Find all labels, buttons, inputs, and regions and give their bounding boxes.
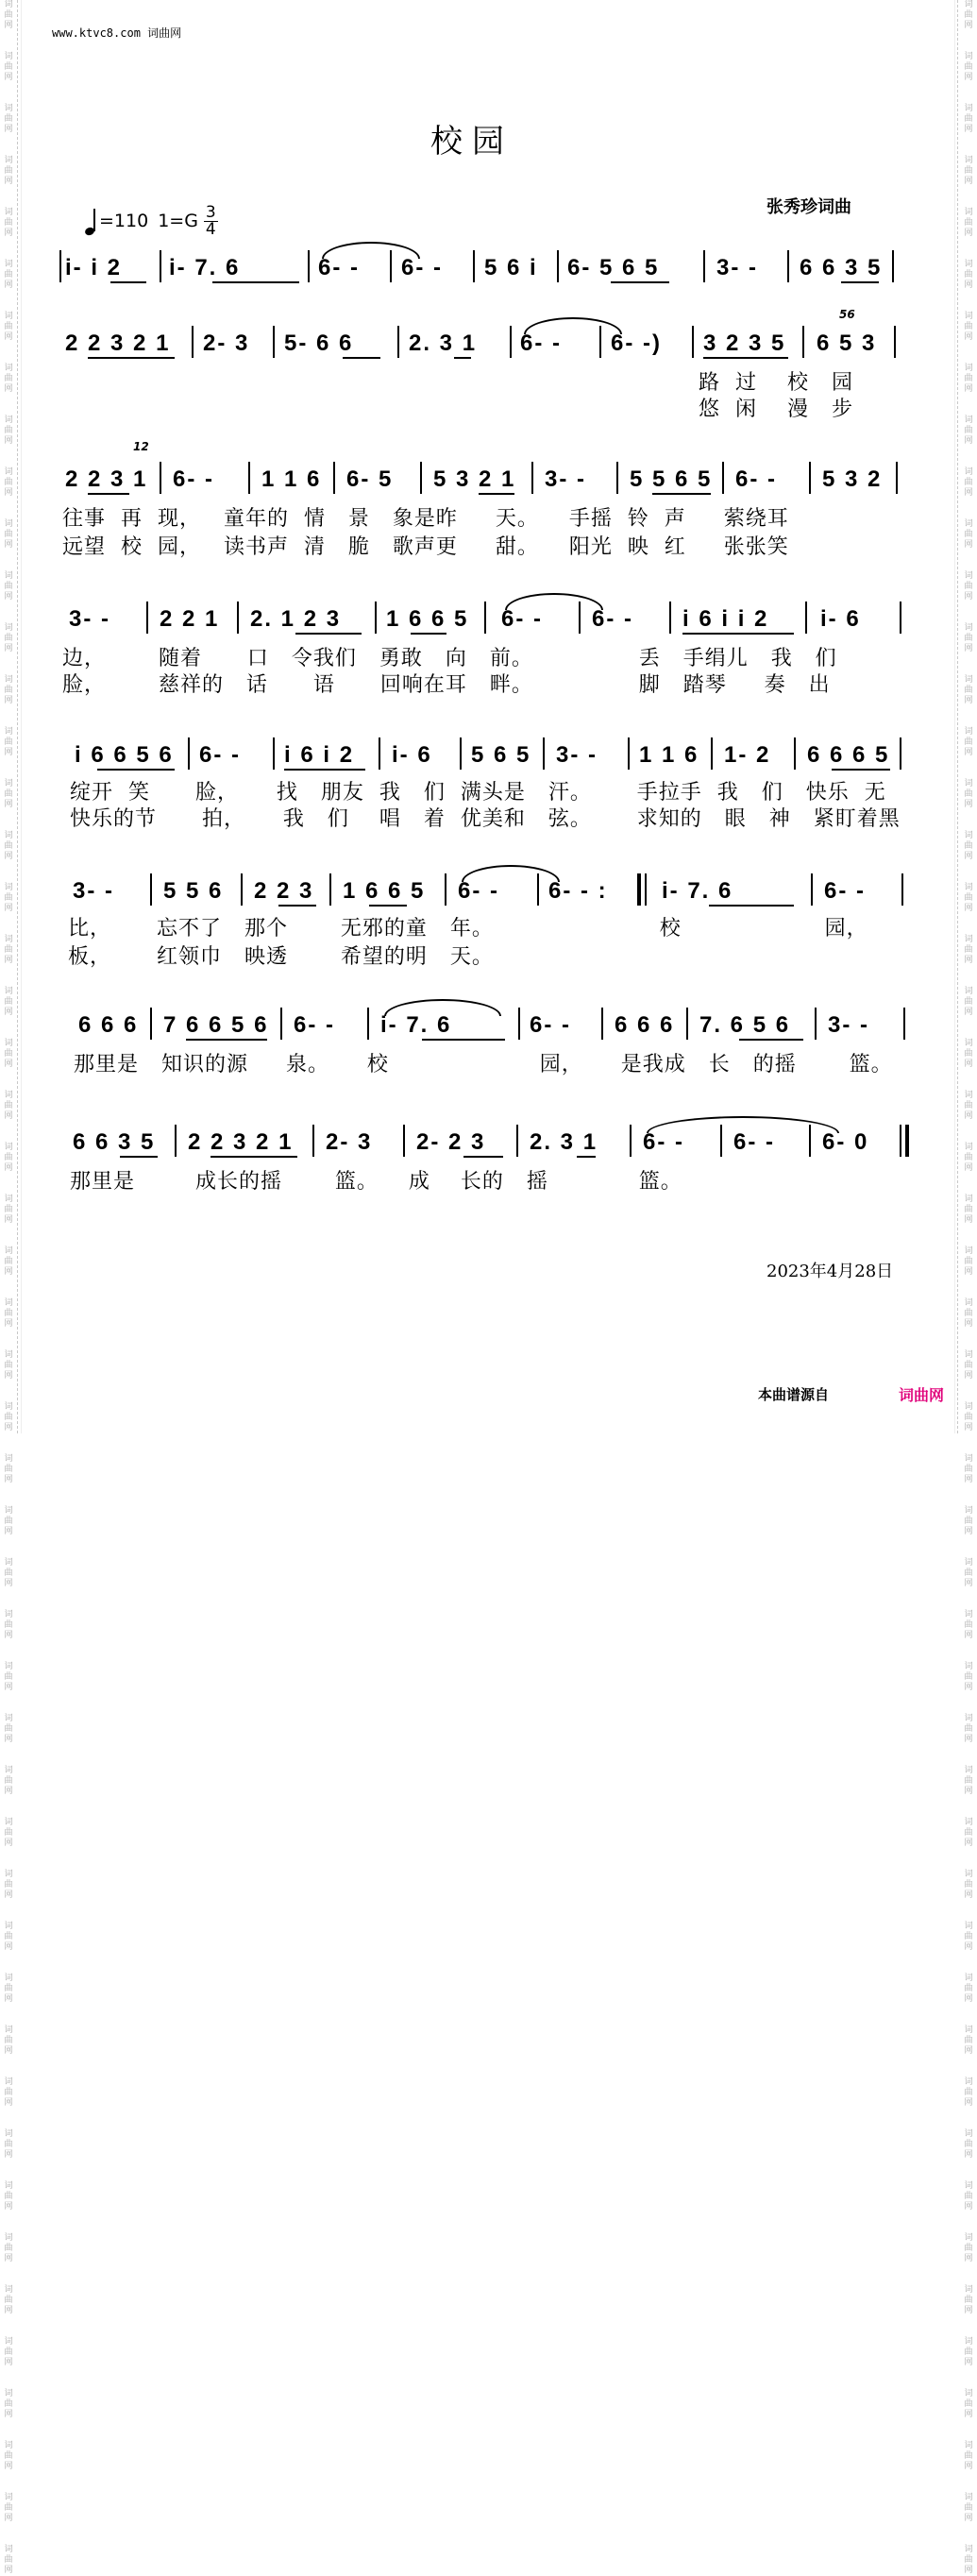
watermark-text-column: 词 曲 网 词 曲 网 词 曲 网 词 曲 网 词 曲 网 词 曲 网 词 曲 网 词 曲 网 词 曲 网 词 曲 网 词 曲 网 词 曲 网 词 曲 网 词 曲 网 词 曲 网 词 曲 网 词 曲 网 词 曲 网 词 曲 网 词 曲 网 词 曲 网 词 曲 网 词 曲 网 词 曲 网 词 曲 网 词 曲 网 词 曲 网 词 曲 网 词 曲 网 词 曲 网 词 曲 网 词 曲 网 词 曲 网 词 曲 网 词 曲 网 词 曲 网 词 曲 网 词 曲 网 词 曲 网 词 曲 网 词 曲 网 词 曲 网 词 曲 网 词 曲 网 词 曲 网 词 曲 网 词 曲 网 词 曲 网 词 曲 网 词 曲 网 (964, 0, 973, 2575)
barline (175, 1125, 177, 1157)
quarter-note-icon (85, 207, 96, 235)
beam-underline (709, 905, 794, 907)
measure: 5 5 6 5 (630, 466, 713, 492)
measure: 1 1 6 (639, 742, 699, 768)
measure: 6 6 6 5 (807, 742, 890, 768)
barline (543, 737, 545, 770)
score-line-7 (59, 1005, 901, 1042)
score-line-5 (59, 735, 901, 772)
barline (390, 250, 392, 282)
watermark-text-column: 词 曲 网 词 曲 网 词 曲 网 词 曲 网 词 曲 网 词 曲 网 词 曲 网 词 曲 网 词 曲 网 词 曲 网 词 曲 网 词 曲 网 词 曲 网 词 曲 网 词 曲 网 词 曲 网 词 曲 网 词 曲 网 词 曲 网 词 曲 网 词 曲 网 词 曲 网 词 曲 网 词 曲 网 词 曲 网 词 曲 网 词 曲 网 词 曲 网 词 曲 网 词 曲 网 词 曲 网 词 曲 网 词 曲 网 词 曲 网 词 曲 网 词 曲 网 词 曲 网 词 曲 网 词 曲 网 词 曲 网 词 曲 网 词 曲 网 词 曲 网 词 曲 网 词 曲 网 词 曲 网 词 曲 网 词 曲 网 词 曲 网 词 曲 网 (4, 0, 13, 2575)
barline (484, 602, 486, 634)
barline (333, 462, 335, 494)
barline (599, 326, 601, 358)
measure: 3- - (716, 255, 758, 280)
barline (473, 250, 475, 282)
measure: 5- 6 6 (284, 330, 354, 356)
barline (645, 873, 647, 906)
barline (420, 462, 422, 494)
measure: 6- -) (611, 330, 662, 356)
barline (892, 250, 894, 282)
beam-underline (212, 281, 299, 283)
barline (460, 737, 462, 770)
barline (403, 1125, 405, 1157)
barline (329, 873, 331, 906)
measure: 6- - (401, 255, 443, 280)
barline (628, 737, 630, 770)
barline (900, 1125, 901, 1157)
barline (722, 462, 724, 494)
measure: 6 6 6 (78, 1012, 139, 1038)
measure: 6 6 6 (615, 1012, 675, 1038)
barline (903, 1008, 905, 1040)
beam-underline (295, 633, 362, 635)
barline (809, 1125, 811, 1157)
time-signature-top: 3 (205, 202, 216, 222)
measure: 2 2 3 (254, 878, 314, 904)
measure: i- 7. 6 (662, 878, 733, 904)
beam-underline (88, 493, 129, 495)
beam-underline (88, 357, 175, 359)
beam-underline (411, 633, 446, 635)
measure: i- 6 (820, 606, 861, 632)
barline (379, 737, 380, 770)
barline (397, 326, 399, 358)
barline (146, 602, 148, 634)
measure: 2 2 3 2 1 (65, 330, 171, 356)
measure: 6- - (530, 1012, 571, 1038)
measure: 2 2 1 (160, 606, 220, 632)
barline (557, 250, 559, 282)
barline (900, 602, 901, 634)
key-signature: 1=G (158, 211, 198, 231)
measure: 6- 5 (346, 466, 394, 492)
measure: 3- - (69, 606, 110, 632)
barline (518, 1008, 520, 1040)
barline (896, 462, 898, 494)
barline (445, 873, 446, 906)
lyric-line: 快乐的节 拍， 我 们 唱 着 优美和 弦。 求知的 眼 神 紧盯着黑 (70, 807, 901, 831)
site-header-url[interactable]: www.ktvc8.com 词曲网 (52, 26, 182, 40)
score-line-1 (59, 247, 901, 285)
barline (669, 602, 671, 634)
measure: 5 6 5 (471, 742, 531, 768)
barline (692, 326, 694, 358)
measure: i 6 i i 2 (682, 606, 769, 632)
score-line-3 (59, 440, 901, 497)
measure: 6- - (173, 466, 214, 492)
measure: i 6 i 2 (284, 742, 355, 768)
barline (905, 1125, 909, 1157)
right-watermark-strip (963, 0, 974, 2575)
grace-notes: 12 (133, 440, 149, 453)
lyric-line: 绽开 笑 脸， 找 朋友 我 们 满头是 汗。 手拉手 我 们 快乐 无 (70, 781, 886, 805)
beam-underline (422, 1039, 505, 1041)
beam-underline (343, 357, 380, 359)
beam-underline (739, 1039, 803, 1041)
barline (241, 873, 243, 906)
measure: 3- - (545, 466, 586, 492)
beam-underline (577, 1156, 596, 1158)
source-label: 本曲谱源自 (758, 1386, 830, 1403)
beam-underline (611, 281, 669, 283)
measure: 6- - (643, 1129, 684, 1155)
measure: 6- - (199, 742, 241, 768)
barline (809, 462, 811, 494)
beam-underline (652, 493, 711, 495)
score-line-6 (59, 871, 901, 908)
barline (720, 1125, 722, 1157)
beam-underline (841, 281, 879, 283)
barline (150, 1008, 152, 1040)
grace-notes: 56 (839, 308, 855, 321)
song-credit: 张秀珍词曲 (766, 197, 851, 217)
measure: i- 7. 6 (169, 255, 241, 280)
time-signature-bottom: 4 (205, 219, 216, 239)
measure: 6- - (733, 1129, 775, 1155)
barline (308, 250, 310, 282)
barline (805, 602, 807, 634)
barline (237, 602, 239, 634)
beam-underline (97, 769, 175, 771)
tempo-marking (85, 202, 218, 240)
measure: 3- - (73, 878, 114, 904)
beam-underline (278, 905, 316, 907)
measure: 1- 2 (724, 742, 771, 768)
score-line-2 (59, 308, 901, 361)
measure: 2 2 3 2 1 (188, 1129, 294, 1155)
barline (616, 462, 618, 494)
barline (280, 1008, 282, 1040)
lyric-line: 路 过 校 园 (699, 371, 853, 395)
left-watermark-strip (3, 0, 14, 2575)
beam-underline (186, 1039, 267, 1041)
measure: i- 7. 6 (380, 1012, 452, 1038)
measure: i 6 6 5 6 (75, 742, 174, 768)
barline (811, 873, 813, 906)
lyric-line: 远望 校 园， 读书声 清 脆 歌声更 甜。 阳光 映 红 张张笑 (62, 535, 789, 559)
barline (375, 602, 377, 634)
barline (367, 1008, 369, 1040)
beam-underline (832, 769, 890, 771)
measure: 6- 0 (822, 1129, 869, 1155)
barline (516, 1125, 518, 1157)
right-dashed-border (957, 0, 958, 1433)
barline (537, 873, 539, 906)
measure: 2. 1 2 3 (250, 606, 342, 632)
barline (711, 737, 713, 770)
barline (900, 737, 901, 770)
measure: 6- - : (548, 878, 608, 904)
measure: 6 5 3 (817, 330, 877, 356)
measure: 6 6 3 5 (73, 1129, 156, 1155)
barline (192, 326, 194, 358)
lyric-line: 板， 红领巾 映透 希望的明 天。 (68, 945, 494, 969)
measure: 2- 2 3 (416, 1129, 486, 1155)
measure: 2 2 3 1 (65, 466, 148, 492)
barline (160, 462, 161, 494)
measure: 6 6 3 5 (800, 255, 883, 280)
barline (630, 1125, 632, 1157)
beam-underline (682, 633, 794, 635)
measure: 6- - (501, 606, 543, 632)
barline (510, 326, 512, 358)
barline (312, 1125, 314, 1157)
lyric-line: 那里是 成长的摇 篮。 成 长的 摇 篮。 (70, 1170, 682, 1194)
measure: 2- 3 (326, 1129, 373, 1155)
barline (686, 1008, 688, 1040)
time-signature (204, 202, 218, 239)
barline (815, 1008, 817, 1040)
barline (579, 602, 581, 634)
beam-underline (110, 281, 146, 283)
beam-underline (211, 1156, 297, 1158)
measure: i- 6 (392, 742, 432, 768)
measure: 2- 3 (203, 330, 250, 356)
barline (248, 462, 250, 494)
barline (794, 737, 796, 770)
measure: 6- - (824, 878, 866, 904)
measure: 6- 5 6 5 (567, 255, 660, 280)
barline (188, 737, 190, 770)
measure: 2. 3 1 (530, 1129, 598, 1155)
measure: 7. 6 5 6 (699, 1012, 791, 1038)
barline (901, 873, 903, 906)
measure: 5 3 2 (822, 466, 883, 492)
lyric-line: 比， 忘不了 那个 无邪的童 年。 校 园， (68, 917, 868, 941)
barline (59, 250, 61, 282)
measure: 6- - (294, 1012, 335, 1038)
measure: 6- - (735, 466, 777, 492)
measure: 6- - (592, 606, 633, 632)
barline (150, 873, 152, 906)
measure: 1 6 6 5 (386, 606, 469, 632)
beam-underline (703, 357, 788, 359)
lyric-line: 脸， 慈祥的 话 语 回响在耳 畔。 脚 踏琴 奏 出 (62, 673, 831, 697)
score-line-4 (59, 599, 901, 636)
measure: 1 6 6 5 (343, 878, 426, 904)
measure: 3- - (828, 1012, 869, 1038)
left-dashed-border (17, 0, 18, 1433)
barline (787, 250, 789, 282)
song-title: 校园 (430, 123, 514, 161)
lyric-line: 悠 闲 漫 步 (699, 398, 853, 421)
measure: 6- - (318, 255, 360, 280)
barline (703, 250, 705, 282)
barline (160, 250, 161, 282)
tempo-value: =110 (99, 211, 149, 231)
beam-underline (463, 1156, 503, 1158)
brand-link[interactable]: 词曲网 (899, 1386, 945, 1404)
beam-underline (284, 769, 365, 771)
barline (601, 1008, 603, 1040)
barline (531, 462, 533, 494)
lyric-line: 往事 再 现， 童年的 情 景 象是昨 天。 手摇 铃 声 萦绕耳 (62, 507, 789, 531)
barline (802, 326, 804, 358)
barline (273, 326, 275, 358)
lyric-line: 那里是 知识的源 泉。 校 园， 是我成 长 的摇 篮。 (74, 1053, 893, 1076)
date-stamp: 2023年4月28日 (766, 1262, 894, 1281)
measure: 5 5 6 (163, 878, 224, 904)
measure: 6- - (458, 878, 499, 904)
measure: 3- - (556, 742, 598, 768)
barline (273, 737, 275, 770)
measure: 3 2 3 5 (703, 330, 786, 356)
score-line-8 (59, 1122, 901, 1160)
measure: i- i 2 (65, 255, 123, 280)
measure: 2. 3 1 (409, 330, 478, 356)
measure: 6- - (520, 330, 562, 356)
measure: 5 6 i (484, 255, 538, 280)
beam-underline (369, 905, 407, 907)
lyric-line: 边， 随着 口 令我们 勇敢 向 前。 丢 手绢儿 我 们 (62, 647, 837, 670)
measure: 7 6 6 5 6 (163, 1012, 269, 1038)
measure: 1 1 6 (261, 466, 322, 492)
barline (637, 873, 641, 906)
measure: 5 3 2 1 (433, 466, 516, 492)
beam-underline (454, 357, 471, 359)
beam-underline (120, 1156, 158, 1158)
barline (894, 326, 896, 358)
beam-underline (479, 493, 514, 495)
